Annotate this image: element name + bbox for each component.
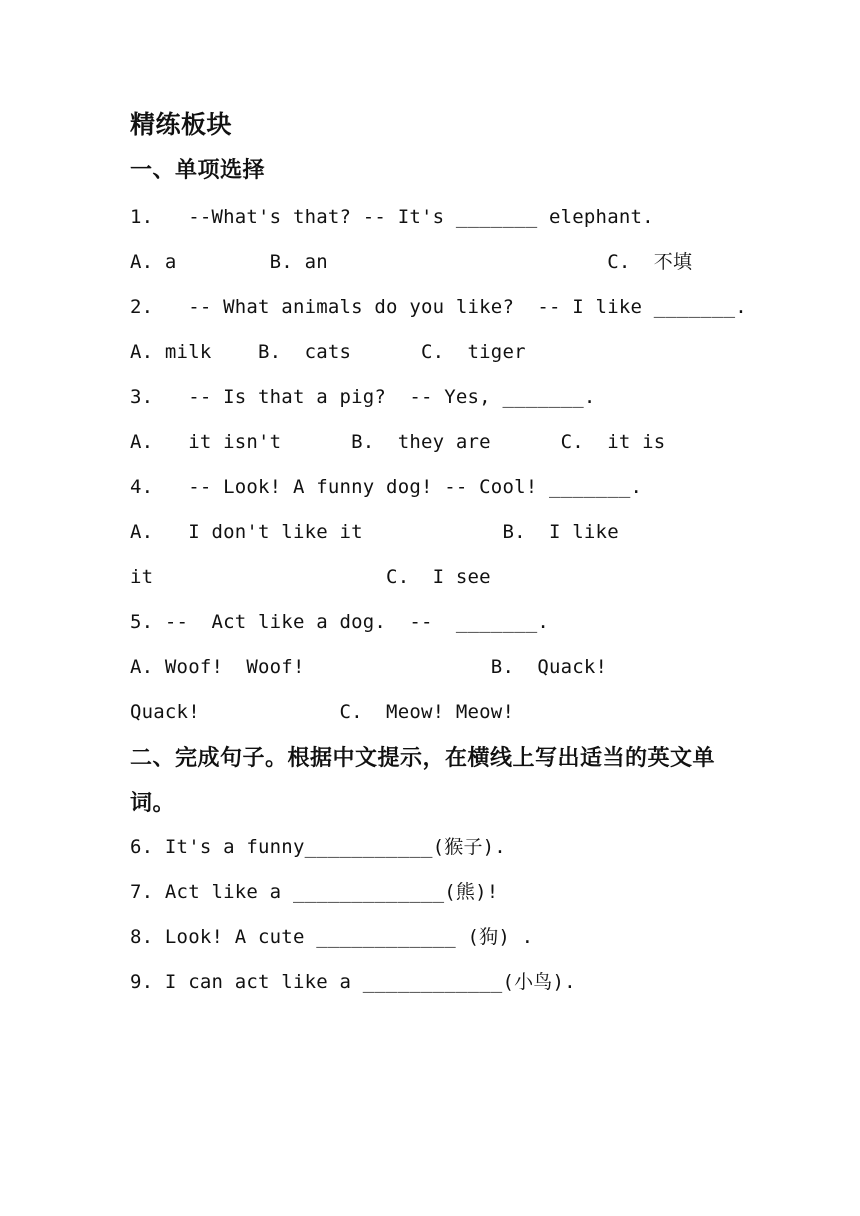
question-3: 3. -- Is that a pig? -- Yes, _______. [130,386,596,408]
options-4-line-2: it C. I see [130,566,491,588]
section1-heading: 一、单项选择 [130,158,266,183]
options-5-line-1: A. Woof! Woof! B. Quack! [130,656,608,678]
options-2: A. milk B. cats C. tiger [130,341,526,363]
question-2: 2. -- What animals do you like? -- I like _______. [130,296,747,318]
question-4: 4. -- Look! A funny dog! -- Cool! _______. [130,476,643,498]
question-6: 6. It's a funny___________(猴子). [130,836,506,858]
section2-heading: 二、完成句子。根据中文提示，在横线上写出适当的英文单词。 [130,746,716,816]
question-9: 9. I can act like a ____________(小鸟). [130,971,576,993]
options-4-line-1: A. I don't like it B. I like [130,521,619,543]
page-title: 精练板块 [130,110,233,139]
question-7: 7. Act like a _____________(熊)! [130,881,499,903]
question-8: 8. Look! A cute ____________ (狗) . [130,926,534,948]
question-5: 5. -- Act like a dog. -- _______. [130,611,550,633]
options-3: A. it isn't B. they are C. it is [130,431,666,453]
question-1: 1. --What's that? -- It's _______ elephant. [130,206,654,228]
options-5-line-2: Quack! C. Meow! Meow! [130,701,515,723]
options-1: A. a B. an C. 不填 [130,251,693,273]
